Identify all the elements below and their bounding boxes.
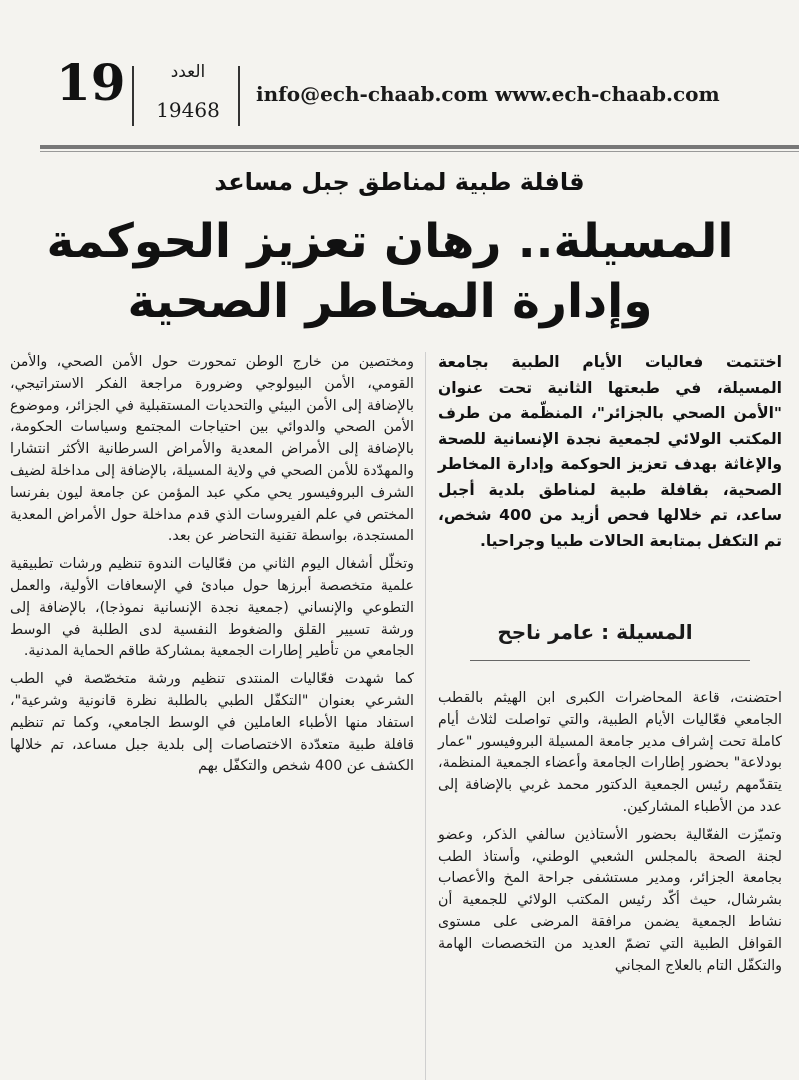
article-body-left-column xyxy=(10,352,414,784)
header-rule xyxy=(40,145,799,149)
body-paragraph: احتضنت، قاعة المحاضرات الكبرى ابن الهيثم بالقطب الجامعي فعّاليات الأيام الطبية، والتي تواصلت لثلاث أيام كاملة تحت إشراف مدير جامعة المسيلة البروفيسور "عمار بودلاعة" بحضور إطارات الجامعة وأعضاء الجمعية المنظمة، يتقدّمهم رئيس الجمعية الدكتور محمد غربي بالإضافة إلى عدد من الأطباء المشاركين. xyxy=(438,690,782,815)
headline-line-2: وإدارة المخاطر الصحية xyxy=(127,274,653,329)
headline-line-1: المسيلة.. رهان تعزيز الحوكمة xyxy=(46,214,734,269)
article-body-right-column xyxy=(438,688,782,983)
body-paragraph: كما شهدت فعّاليات المنتدى تنظيم ورشة متخصّصة في الطب الشرعي بعنوان "التكفّل الطبي بالطلبة نظرة قانونية وشرعية"، استفاد منها الأطباء العاملين في الوسط الجامعي، وكما تم تنظيم قافلة طبية متعدّدة الاختصاصات إلى بلدية جبل مساعد، تم خلالها الكشف عن 400 شخص والتكفّل بهم xyxy=(10,671,414,775)
byline-rule xyxy=(470,660,750,661)
article-kicker: قافلة طبية لمناطق جبل مساعد xyxy=(214,168,585,196)
article-headline xyxy=(20,212,760,332)
page-header xyxy=(0,0,799,150)
issue-number: 19468 xyxy=(156,98,220,122)
body-paragraph: وتخلّل أشغال اليوم الثاني من فعّاليات الندوة تنظيم ورشات تطبيقية علمية متخصصة أبرزها حول مبادئ في الإسعافات الأولية، والعمل التطوعي والإنساني (جمعية نجدة الإنسانية نموذجا)، بالإضافة إلى ورشة تسيير القلق والضغوط النفسية لدى الطلبة في الوسط الجامعي من تأطير إطارات الجمعية بمشاركة طاقم الحماية المدنية. xyxy=(10,556,414,660)
article-lead: اختتمت فعاليات الأيام الطبية بجامعة المسيلة، في طبعتها الثانية تحت عنوان "الأمن الصحي بالجزائر"، المنظّمة من طرف المكتب الولائي لجمعية نجدة الإنسانية للصحة والإغاثة بهدف تعزيز الحوكمة وإدارة المخاطر الصحية، بقافلة طبية لمناطق بلدية أجبل ساعد، تم خلالها فحص أزيد من 400 شخص، تم التكفل بمتابعة الحالات طبيا وجراحيا. xyxy=(438,353,782,550)
header-divider xyxy=(238,66,240,126)
header-rule-thin xyxy=(40,151,799,152)
body-paragraph: ومختصين من خارج الوطن تمحورت حول الأمن الصحي، والأمن القومي، الأمن البيولوجي وضرورة مراجعة الفكر الاستراتيجي، بالإضافة إلى الأمن البيئي والتحديات المستقبلية في الجزائر، وموضوع الأمن الصحي والدوائي بين احتياجات المجتمع وسياسات الحكومة، بالإضافة إلى الأمراض المعدية والأمراض السرطانية الأكثر انتشارا والمهدّدة للأمن الصحي في ولاية المسيلة، بالإضافة إلى مداخلة لضيف الشرف البروفيسور يحي مكي عبد المؤمن عن جامعة ليون بفرنسا المختص في علم الفيروسات الذي قدم مداخلة حول الأمراض المعدية المستجدة، بواسطة تقنية التحاضر عن بعد. xyxy=(10,354,414,545)
page-number: 19 xyxy=(56,53,126,112)
body-paragraph: وتميّزت الفعّالية بحضور الأستاذين سالفي الذكر، وعضو لجنة الصحة بالمجلس الشعبي الوطني، وأستاذ الطب بجامعة الجزائر، ومدير مستشفى جراحة المخ والأعصاب بشرشال، حيث أكّد رئيس المكتب الولائي للجمعية أن نشاط الجمعية يضمن مرافقة المرضى على مستوى القوافل الطبية التي تضمّ العديد من التخصصات الهامة والتكفّل التام بالعلاج المجاني xyxy=(438,826,782,974)
header-divider xyxy=(132,66,134,126)
column-divider xyxy=(425,352,426,1080)
article-byline: المسيلة : عامر ناجح xyxy=(497,620,693,644)
issue-label: العدد xyxy=(170,62,206,82)
contact-info: info@ech-chaab.com www.ech-chaab.com xyxy=(256,82,720,106)
